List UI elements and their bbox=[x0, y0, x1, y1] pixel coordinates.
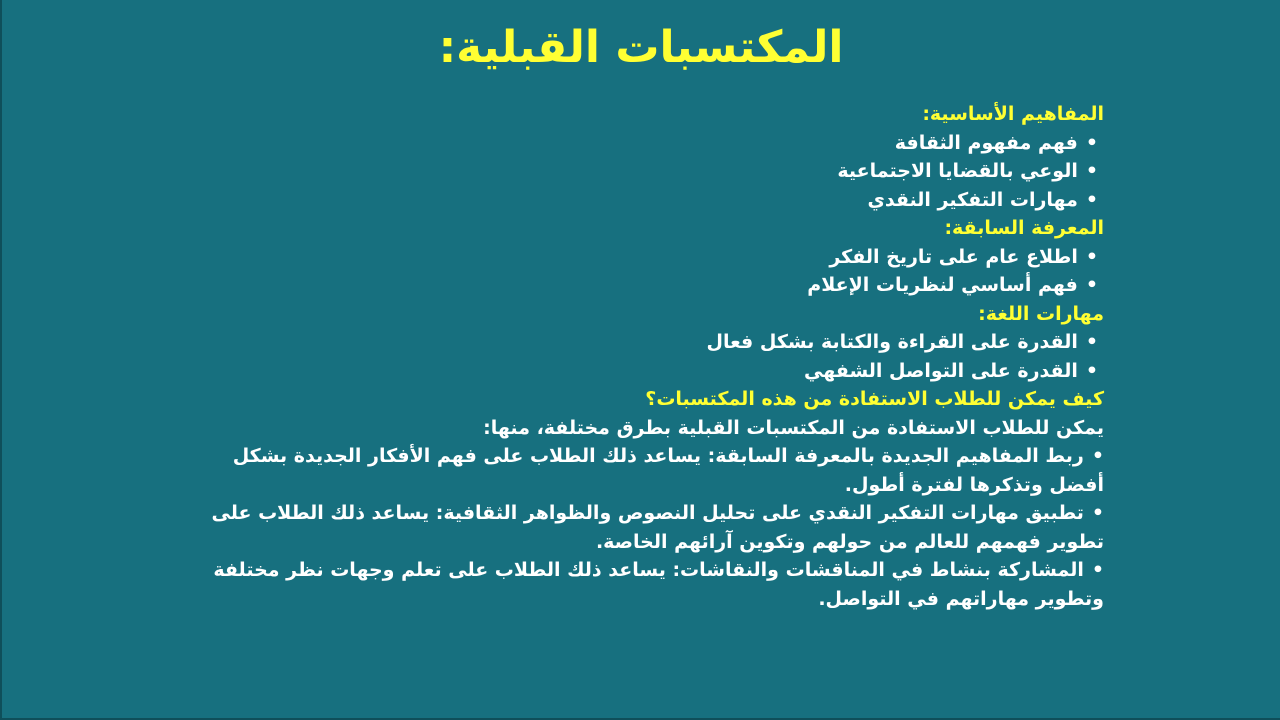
section-heading-concepts: المفاهيم الأساسية: bbox=[922, 103, 1104, 125]
slide-content bbox=[174, 100, 1104, 613]
bullet-item: • الوعي بالقضايا الاجتماعية bbox=[174, 157, 1104, 186]
bullet-item: • مهارات التفكير النقدي bbox=[174, 186, 1104, 215]
benefit-item: • تطبيق مهارات التفكير النقدي على تحليل النصوص والظواهر الثقافية: يساعد ذلك الطلاب على تطوير فهمهم للعالم من حولهم وتكوين آرائهم الخاصة. bbox=[174, 499, 1104, 556]
intro-text: يمكن للطلاب الاستفادة من المكتسبات القبلية بطرق مختلفة، منها: bbox=[483, 416, 1104, 439]
slide-title: المكتسبات القبلية: bbox=[438, 22, 844, 73]
section-heading-language-skills: مهارات اللغة: bbox=[978, 302, 1104, 325]
section-heading-question: كيف يمكن للطلاب الاستفادة من هذه المكتسبات؟ bbox=[645, 388, 1104, 410]
benefit-item: • المشاركة بنشاط في المناقشات والنقاشات: يساعد ذلك الطلاب على تعلم وجهات نظر مختلفة وتطوير مهاراتهم في التواصل. bbox=[174, 556, 1104, 613]
section-heading-prior-knowledge: المعرفة السابقة: bbox=[944, 217, 1104, 239]
bullet-item: • القدرة على القراءة والكتابة بشكل فعال bbox=[174, 328, 1104, 357]
bullet-item: • فهم أساسي لنظريات الإعلام bbox=[174, 271, 1104, 300]
bullet-item: • القدرة على التواصل الشفهي bbox=[174, 357, 1104, 386]
bullet-item: • اطلاع عام على تاريخ الفكر bbox=[174, 243, 1104, 272]
benefit-item: • ربط المفاهيم الجديدة بالمعرفة السابقة: يساعد ذلك الطلاب على فهم الأفكار الجديدة بشكل أفضل وتذكرها لفترة أطول. bbox=[174, 442, 1104, 499]
bullet-item: • فهم مفهوم الثقافة bbox=[174, 129, 1104, 158]
